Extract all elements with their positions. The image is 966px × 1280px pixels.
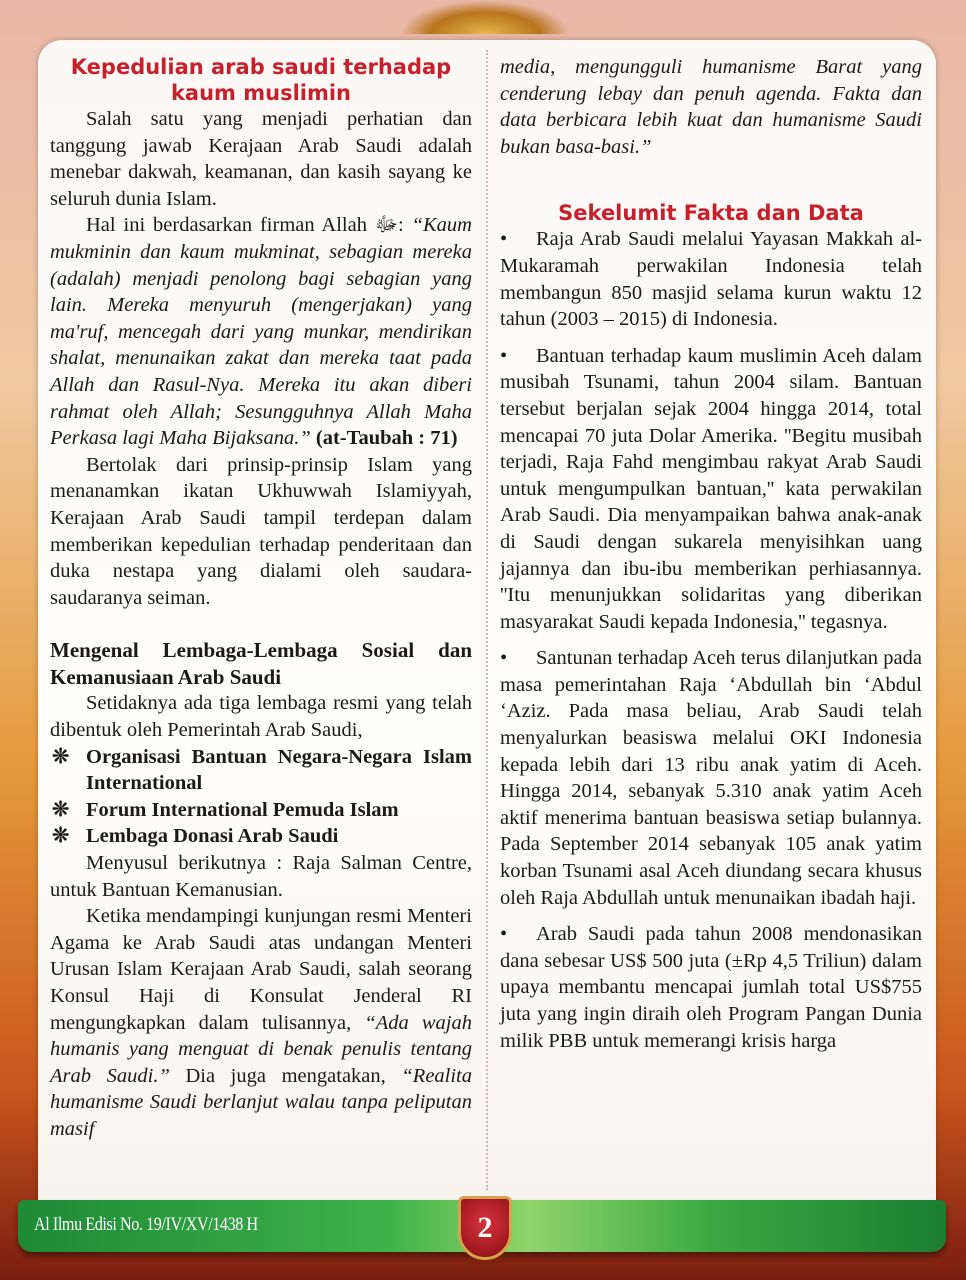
intro-text: Hal ini berdasarkan firman Allah ﷻ: [86, 214, 404, 237]
paragraph: Menyusul berikutnya : Raja Salman Centre, untuk Bantuan Kemanusian. [50, 852, 472, 901]
list-item [50, 797, 472, 824]
bullet-icon: ❊ [52, 825, 70, 848]
paragraph: Setidaknya ada tiga lembaga resmi yang telah dibentuk oleh Pemerintah Arab Saudi, [50, 692, 472, 742]
bullet-icon: • [500, 647, 508, 670]
bullet-icon: • [500, 228, 508, 251]
org-name: Lembaga Donasi Arab Saudi [86, 825, 339, 848]
column-divider [486, 50, 488, 1190]
subheading: Mengenal Lembaga-Lembaga Sosial dan Kemanusiaan Arab Saudi [50, 638, 472, 689]
quote: “Ada wajah humanis yang menguat di benak penulis tentang Arab Saudi.” [50, 1011, 473, 1087]
bullet-icon: • [500, 923, 508, 946]
bullet-icon: • [500, 344, 508, 367]
paragraph [50, 212, 472, 451]
fact-text: Bantuan terhadap kaum muslimin Aceh dalam musibah Tsunami, tahun 2004 silam. Bantuan tersebut berjalan sejak 2004 hingga 2014, total mencapai 70 juta Dolar Amerika. ''Begitu musibah terjadi, Raja Fahd mengimbau rakyat Arab Saudi untuk mengumpulkan bantuan,'' kata perwakilan Arab Saudi. Dia menyampaikan bahwa anak-anak di Saudi dengan sukarela menyisihkan uang jajannya dan ibu-ibu memberikan perhiasannya. ''Itu menunjukkan solidaritas yang diberikan masyarakat Saudi kepada Indonesia,'' tegasnya. [500, 344, 922, 633]
fact-text: Raja Arab Saudi melalui Yayasan Makkah al-Mukaramah perwakilan Indonesia telah membangun 850 masjid selama kurun waktu 12 tahun (2003 – 2015) di Indonesia. [500, 228, 922, 331]
text: Ketika mendampingi kunjungan resmi Menteri Agama ke Arab Saudi atas undangan Menteri Urusan Islam Kerajaan Arab Saudi, salah seorang Konsul Haji di Konsulat Jenderal RI mengungkapkan dalam tulisannya, [50, 905, 472, 1034]
bullet-icon: ❊ [52, 745, 70, 768]
org-name: Organisasi Bantuan Negara-Negara Islam International [86, 745, 472, 795]
fact-item [500, 226, 922, 332]
list-item [50, 823, 472, 850]
paragraph [50, 903, 472, 1142]
quran-quote: “Kaum mukminin dan kaum mukminat, sebagian mereka (adalah) menjadi penolong bagi sebagian yang lain. Mereka menyuruh (mengerjakan) yang ma'ruf, mencegah dari yang munkar, mendirikan shalat, menunaikan zakat dan mereka taat pada Allah dan Rasul-Nya. Mereka itu akan diberi rahmat oleh Allah; Sesungguhnya Allah Maha Perkasa lagi Maha Bijaksana.” [50, 214, 472, 450]
fact-item [500, 921, 922, 1054]
section-title: Sekelumit Fakta dan Data [558, 201, 864, 226]
top-ornament [400, 0, 570, 34]
edition-label: Al Ilmu Edisi No. 19/IV/XV/1438 H [34, 1214, 258, 1235]
bullet-icon: ❊ [52, 798, 70, 821]
paragraph: Bertolak dari prinsip-prinsip Islam yang menanamkan ikatan Ukhuwwah Islamiyyah, Kerajaan Arab Saudi tampil terdepan dalam memberikan kepedulian terhadap penderitaan dan duka nestapa yang dialami oleh saudara-saudaranya seiman. [50, 453, 472, 609]
quote-reference: (at-Taubah : 71) [315, 427, 458, 450]
fact-item [500, 645, 922, 911]
organization-list [50, 744, 472, 850]
fact-text: Santunan terhadap Aceh terus dilanjutkan pada masa pemerintahan Raja ‘Abdullah bin ‘Abdul ‘Aziz. Pada masa beliau, Arab Saudi telah menyalurkan beasiswa melalui OKI Indonesia kepada lebih dari 13 ribu anak yatim di Aceh. Hingga 2014, sebanyak 5.310 anak yatim Aceh aktif menerima bantuan beasiswa setiap bulannya. Pada September 2014 sebanyak 105 anak yatim korban Tsunami asal Aceh diundang secara khusus oleh Raja Abdullah untuk menunaikan ibadah haji. [500, 647, 922, 909]
quote-continuation: media, mengungguli humanisme Barat yang cenderung lebay dan penuh agenda. Fakta dan data berbicara lebih kuat dan humanisme Saudi bukan basa-basi.” [500, 56, 922, 158]
paragraph: Salah satu yang menjadi perhatian dan tanggung jawab Kerajaan Arab Saudi adalah menebar dakwah, keamanan, dan kasih sayang ke seluruh dunia Islam. [50, 108, 472, 210]
right-column [500, 54, 922, 1064]
left-column [50, 54, 472, 1143]
fact-text: Arab Saudi pada tahun 2008 mendonasikan dana sebesar US$ 500 juta (±Rp 4,5 Triliun) dalam upaya membantu mencapai jumlah total US$755 juta yang ingin diraih oleh Program Pangan Dunia milik PBB untuk memerangi krisis harga [500, 923, 922, 1052]
quote: “Realita humanisme Saudi berlanjut walau tanpa peliputan masif [50, 1064, 472, 1140]
page-number-badge: 2 [458, 1196, 512, 1260]
section-title: Kepedulian arab saudi terhadap kaum muslimin [70, 55, 452, 105]
list-item [50, 744, 472, 797]
fact-item [500, 343, 922, 636]
org-name: Forum International Pemuda Islam [86, 798, 399, 821]
text: Dia juga mengatakan, [185, 1064, 386, 1087]
